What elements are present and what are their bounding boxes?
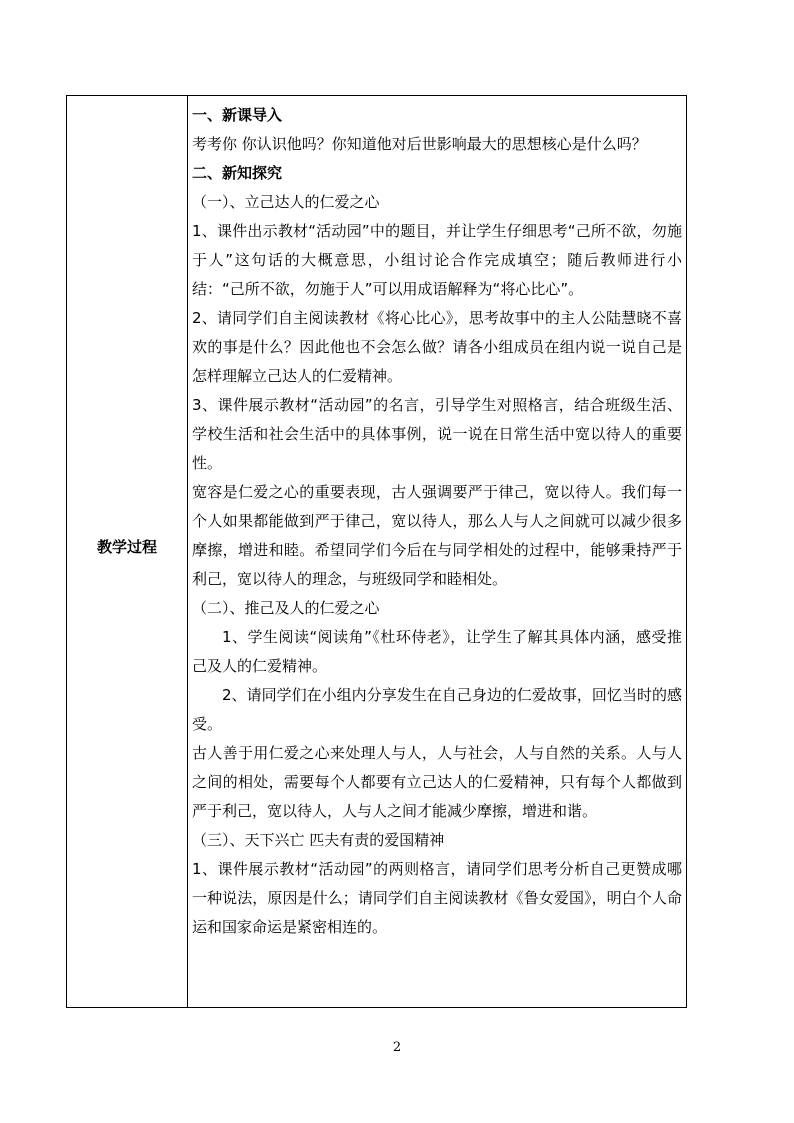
content-paragraph: 1、课件出示教材“活动园”中的题目，并让学生仔细思考“己所不欲，勿施于人”这句话的大概意思，小组讨论合作完成填空；随后教师进行小结：“己所不欲，勿施于人”可以用成语解释为“将心比心”。 xyxy=(192,222,682,298)
content-paragraph: 3、课件展示教材“活动园”的名言，引导学生对照格言，结合班级生活、学校生活和社会生活中的具体事例，说一说在日常生活中宽以待人的重要性。 xyxy=(192,396,682,472)
content-paragraph: 古人善于用仁爱之心来处理人与人，人与社会，人与自然的关系。人与人之间的相处，需要每个人都要有立己达人的仁爱精神，只有每个人都做到严于利己，宽以待人，人与人之间才能减少摩擦，增进和谐。 xyxy=(192,744,682,820)
content-paragraph: 宽容是仁爱之心的重要表现，古人强调要严于律己，宽以待人。我们每一个人如果都能做到严于律己，宽以待人，那么人与人之间就可以减少很多摩擦，增进和睦。希望同学们今后在与同学相处的过程中，能够秉持严于利己，宽以待人的理念，与班级同学和睦相处。 xyxy=(192,483,682,588)
lesson-table xyxy=(66,95,687,1008)
section-heading: 一、新课导入 xyxy=(192,106,283,124)
content-paragraph: 2、请同学们在小组内分享发生在自己身边的仁爱故事，回忆当时的感受。 xyxy=(192,686,682,733)
content-paragraph: 2、请同学们自主阅读教材《将心比心》，思考故事中的主人公陆慧晓不喜欢的事是什么？因此他也不会怎么做？请各小组成员在组内说一说自己是怎样理解立己达人的仁爱精神。 xyxy=(192,309,682,385)
content-paragraph: （三）、天下兴亡 匹夫有责的爱国精神 xyxy=(192,831,445,849)
content-paragraph: （二）、推己及人的仁爱之心 xyxy=(192,599,380,617)
row-label: 教学过程 xyxy=(96,538,157,556)
column-divider xyxy=(187,96,188,1007)
content-paragraph: 考考你 你认识他吗？你知道他对后世影响最大的思想核心是什么吗？ xyxy=(192,135,647,153)
section-heading: 二、新知探究 xyxy=(192,164,283,182)
content-paragraph: （一）、立己达人的仁爱之心 xyxy=(192,193,380,211)
lesson-content xyxy=(192,101,682,942)
page-number: 2 xyxy=(392,1040,402,1055)
content-paragraph: 1、课件展示教材“活动园”的两则格言，请同学们思考分析自己更赞成哪一种说法，原因是什么；请同学们自主阅读教材《鲁女爱国》，明白个人命运和国家命运是紧密相连的。 xyxy=(192,860,682,936)
content-paragraph: 1、学生阅读“阅读角”《杜环侍老》，让学生了解其具体内涵，感受推己及人的仁爱精神。 xyxy=(192,628,682,675)
